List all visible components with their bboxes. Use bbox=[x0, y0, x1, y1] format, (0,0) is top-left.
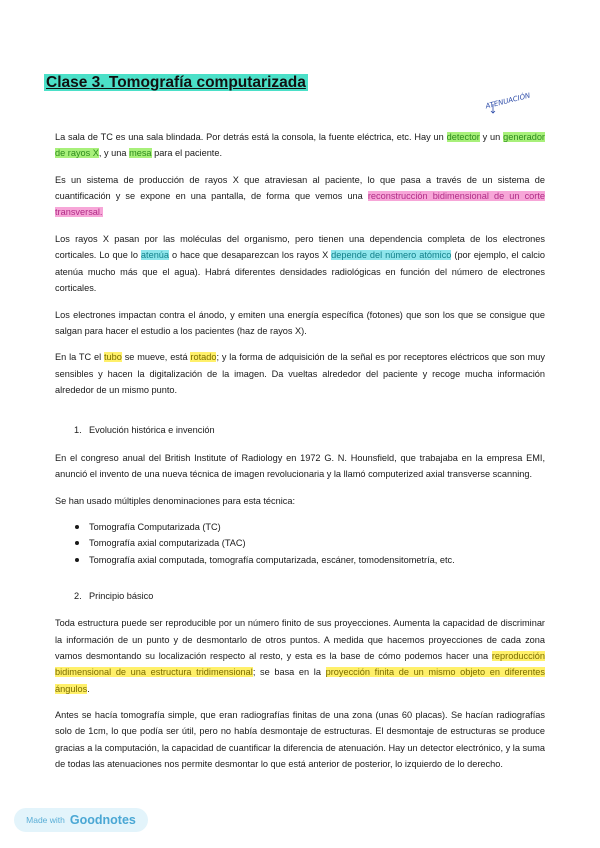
text-run: ; se basa en la bbox=[252, 667, 326, 678]
text-run: . bbox=[87, 683, 90, 694]
highlight-atenua: atenúa bbox=[140, 250, 170, 261]
section-title: Principio básico bbox=[89, 591, 154, 602]
text-run: para el paciente. bbox=[151, 148, 223, 159]
highlight-tubo: tubo bbox=[103, 352, 122, 363]
highlight-reconstruction: reconstrucción bidimensional de un corte transversal. bbox=[55, 191, 545, 218]
section-heading bbox=[74, 422, 545, 438]
bullet-list bbox=[73, 519, 545, 568]
text-run: o hace que desaparezcan los rayos X bbox=[169, 250, 332, 261]
made-with-label: Made with bbox=[26, 815, 65, 825]
text-run: En la TC el bbox=[55, 352, 104, 363]
highlight-bidimensional: reproducción bidimensional de una estructura tridimensional bbox=[55, 650, 545, 678]
paragraph: Se han usado múltiples denominaciones para esta técnica: bbox=[55, 495, 296, 506]
section-title: Evolución histórica e invención bbox=[89, 425, 215, 436]
page-title: Clase 3. Tomografía computarizada bbox=[46, 74, 306, 91]
paragraph bbox=[55, 615, 545, 696]
paragraph bbox=[55, 231, 545, 296]
paragraph bbox=[55, 129, 545, 162]
text-run: Toda estructura puede ser reproducible por un número finito de sus proyecciones. Aumenta la capacidad de discriminar la información de un punto y de desmontarlo de otros puntos. A medida que hacemos proyecciones de cada zona vamos desmontando su localización respecto al resto, y esta es la base de cómo podemos hacer una bbox=[55, 618, 545, 661]
paragraph: Antes se hacía tomografía simple, que eran radiografías finitas de una zona (unas 60 placas). Se hacían radiografías solo de 1cm, lo que podía ser útil, pero no había desmontaje de estructuras. El desmontaje de estructuras se produce gracias a la computación, la capacidad de cuantificar la diferencia de atenuación. Hay un detector electrónico, y la suma de todas las atenuaciones nos permite desmontar lo que está anterior de posterior, lo izquierdo de lo derecho. bbox=[55, 710, 545, 769]
text-run: Los rayos X pasan por las moléculas del organismo, pero tienen una dependencia completa de los electrones corticales. Lo que lo bbox=[55, 234, 545, 261]
highlight-projection: proyección finita de un mismo objeto en diferentes ángulos bbox=[55, 667, 546, 694]
handwritten-annotation: ATENUACIÓN bbox=[484, 91, 532, 111]
text-run: (por ejemplo, el calcio atenúa mucho más que el agua). Habrá diferentes densidades radiológicas en función del número de electrones corticales. bbox=[55, 250, 545, 293]
highlight-detector: detector bbox=[446, 132, 480, 142]
section-number: 2. bbox=[74, 591, 82, 602]
paragraph: Los electrones impactan contra el ánodo, y emiten una energía específica (fotones) que son los que se consigue que salgan para hacer el estudio a los pacientes (haz de rayos X). bbox=[55, 309, 545, 336]
text-run: y un bbox=[479, 132, 504, 142]
text-run: se mueve, está bbox=[121, 352, 191, 363]
highlight-atomic-number: depende del número atómico bbox=[331, 250, 452, 261]
text-run: Es un sistema de producción de rayos X que atraviesan al paciente, lo que pasa a través de un sistema de cuantificación y se expone en una pantalla, de forma que vemos una bbox=[55, 174, 545, 202]
section-number: 1. bbox=[74, 425, 82, 436]
text-run: La sala de TC es una sala blindada. Por detrás está la consola, la fuente eléctrica, etc. Hay un bbox=[55, 132, 447, 142]
annotation-arrow-icon bbox=[490, 104, 496, 114]
paragraph bbox=[55, 172, 545, 221]
page-title-wrap bbox=[44, 74, 308, 92]
text-run: ; y la forma de adquisición de la señal es por receptores eléctricos que son muy sensibles y hacen la digitalización de la imagen. Da vueltas alrededor del paciente y recoge mucha información alrededor de un mismo punto. bbox=[55, 352, 545, 396]
text-run: , y una bbox=[98, 148, 130, 159]
goodnotes-badge[interactable] bbox=[14, 808, 148, 832]
list-item: Tomografía axial computarizada (TAC) bbox=[73, 535, 545, 551]
highlight-mesa: mesa bbox=[129, 148, 152, 159]
list-item: Tomografía Computarizada (TC) bbox=[73, 519, 545, 535]
document-body bbox=[55, 129, 545, 783]
paragraph bbox=[55, 349, 545, 398]
paragraph: En el congreso anual del British Institute of Radiology en 1972 G. N. Hounsfield, que trabajaba en la empresa EMI, anunció el invento de una nueva técnica de imagen revolucionaria y la llamó computerized axial transverse scanning. bbox=[55, 452, 545, 479]
highlight-rotado: rotado bbox=[190, 352, 217, 363]
list-item: Tomografía axial computada, tomografía computarizada, escáner, tomodensitometría, etc. bbox=[73, 552, 545, 568]
highlight-generator: generador de rayos X bbox=[55, 132, 545, 159]
goodnotes-logo: Goodnotes bbox=[69, 813, 136, 827]
section-heading bbox=[74, 588, 545, 604]
